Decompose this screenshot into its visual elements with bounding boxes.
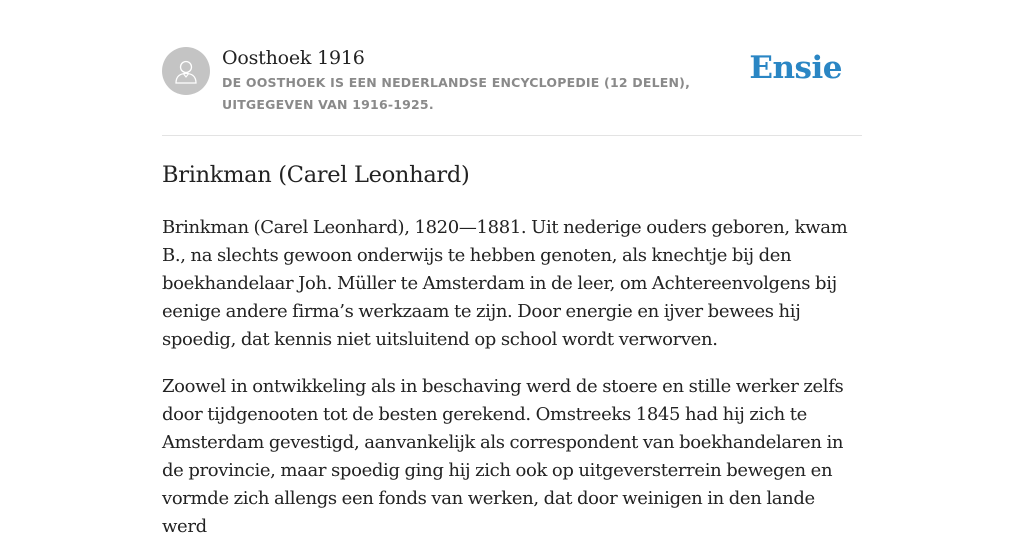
article-paragraph: Brinkman (Carel Leonhard), 1820—1881. Uit nederige ouders geboren, kwam B., na slechts gewoon onderwijs te hebben genoten, als knechtje bij den boekhandelaar Joh. Müller te Amsterdam in de leer, om Achtereenvolgens bij eenige andere firma’s werkzaam te zijn. Door energie en ijver bewees hij spoedig, dat kennis niet uitsluitend op school wordt verworven. (162, 217, 848, 350)
article-title: Brinkman (Carel Leonhard) (162, 162, 470, 188)
user-icon (172, 57, 200, 85)
source-title[interactable]: Oosthoek 1916 (222, 47, 365, 69)
source-description: DE OOSTHOEK IS EEN NEDERLANDSE ENCYCLOPEDIE (12 DELEN), UITGEGEVEN VAN 1916-1925. (222, 75, 691, 112)
article-paragraph: Zoowel in ontwikkeling als in beschaving werd de stoere en stille werker zelfs door tijdgenooten tot de besten gerekend. Omstreeks 1845 had hij zich te Amsterdam gevestigd, aanvankelijk als correspondent van boekhandelaren in de provincie, maar spoedig ging hij zich ook op uitgeversterrein bewegen en vormde zich allengs een fonds van werken, dat door weinigen in den lande werd (162, 376, 844, 537)
ensie-logo[interactable]: Ensie (749, 50, 842, 86)
source-header (162, 0, 862, 136)
page-content (162, 0, 862, 541)
source-avatar[interactable] (162, 47, 210, 95)
